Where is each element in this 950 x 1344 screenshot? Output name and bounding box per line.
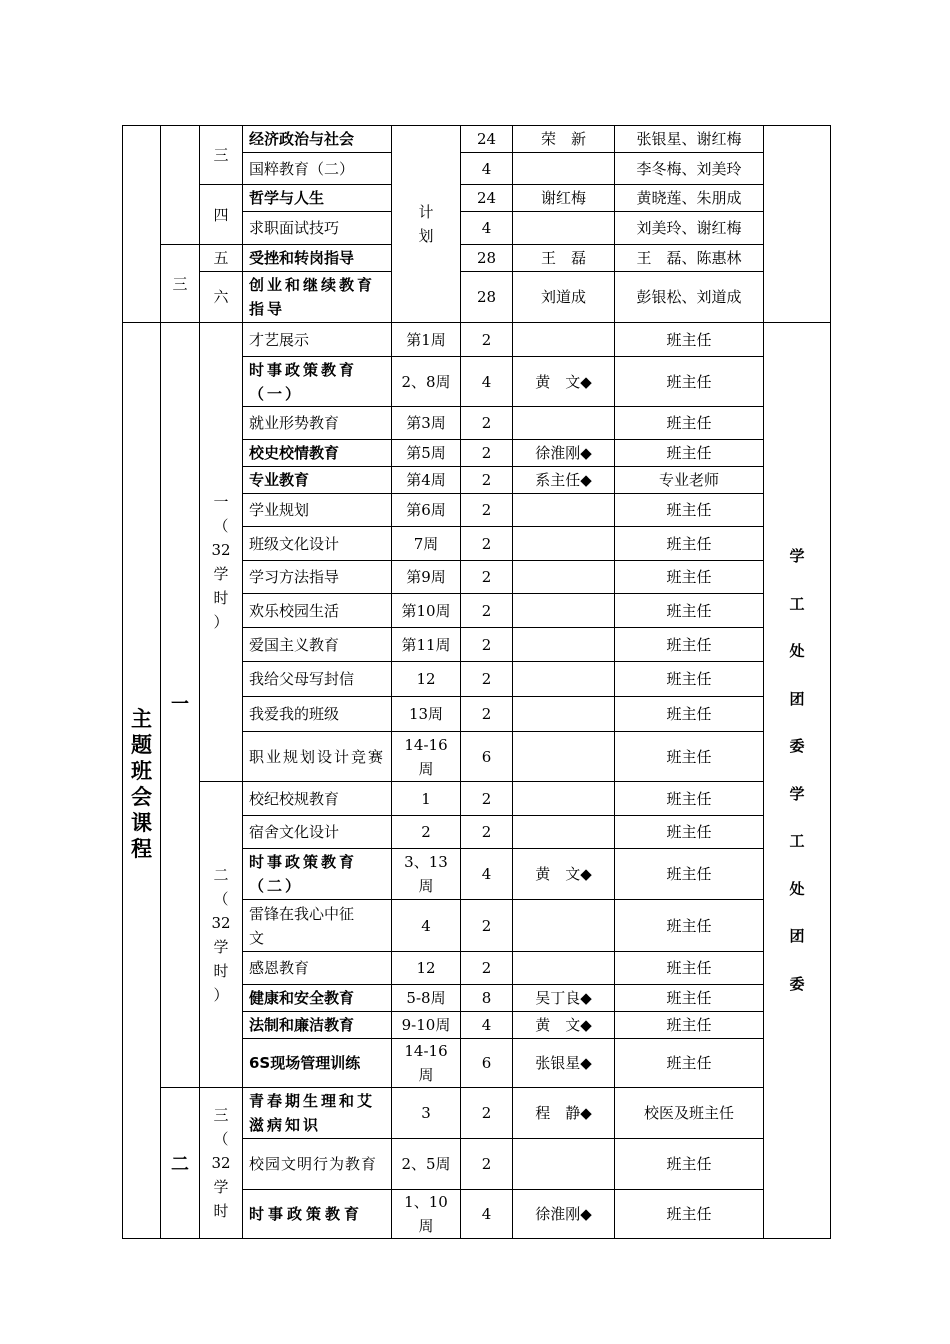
semester-cell: 三 — [200, 126, 243, 185]
hours-cell: 2 — [461, 467, 513, 494]
lead-cell — [513, 153, 615, 185]
table-row — [123, 272, 831, 323]
hours-cell: 2 — [461, 782, 513, 816]
week-cell: 第10周 — [392, 594, 461, 628]
course-name: 我给父母写封信 — [243, 662, 392, 697]
table-row — [123, 245, 831, 272]
course-name: 哲学与人生 — [243, 185, 392, 212]
course-name: 受挫和转岗指导 — [243, 245, 392, 272]
year-cell: 一 — [161, 323, 200, 1088]
teachers-cell: 班主任 — [615, 440, 764, 467]
lead-cell: 程 静◆ — [513, 1088, 615, 1139]
teachers-cell: 班主任 — [615, 900, 764, 952]
course-name: 经济政治与社会 — [243, 126, 392, 153]
table-row — [123, 323, 831, 357]
week-cell: 第3周 — [392, 407, 461, 440]
lead-cell — [513, 697, 615, 732]
course-name: 才艺展示 — [243, 323, 392, 357]
teachers-cell: 张银星、谢红梅 — [615, 126, 764, 153]
teachers-cell: 班主任 — [615, 1039, 764, 1088]
lead-cell — [513, 594, 615, 628]
course-name: 欢乐校园生活 — [243, 594, 392, 628]
hours-cell: 2 — [461, 494, 513, 527]
semester-label-cell: 三 （ 32 学 时 — [200, 1088, 243, 1239]
hours-cell: 24 — [461, 126, 513, 153]
course-name: 我爱我的班级 — [243, 697, 392, 732]
course-name: 健康和安全教育 — [243, 985, 392, 1012]
lead-cell — [513, 561, 615, 594]
lead-cell — [513, 662, 615, 697]
table-row — [123, 126, 831, 153]
teachers-cell: 班主任 — [615, 323, 764, 357]
year-cell: 二 — [161, 1088, 200, 1239]
lead-cell: 谢红梅 — [513, 185, 615, 212]
hours-cell: 2 — [461, 816, 513, 849]
lead-cell — [513, 494, 615, 527]
course-schedule-table — [122, 125, 831, 1239]
teachers-cell: 班主任 — [615, 952, 764, 985]
course-name: 宿舍文化设计 — [243, 816, 392, 849]
teachers-cell: 班主任 — [615, 697, 764, 732]
hours-cell: 2 — [461, 527, 513, 561]
year-cell: 三 — [161, 245, 200, 323]
week-cell: 第11周 — [392, 628, 461, 662]
teachers-cell: 班主任 — [615, 1190, 764, 1239]
lead-cell — [513, 816, 615, 849]
lead-cell: 张银星◆ — [513, 1039, 615, 1088]
week-cell: 3、13周 — [392, 849, 461, 900]
hours-cell: 2 — [461, 594, 513, 628]
lead-cell: 黄 文◆ — [513, 357, 615, 407]
teachers-cell: 班主任 — [615, 561, 764, 594]
course-name: 学业规划 — [243, 494, 392, 527]
hours-cell: 4 — [461, 1012, 513, 1039]
lead-cell: 黄 文◆ — [513, 849, 615, 900]
teachers-cell: 班主任 — [615, 849, 764, 900]
lead-cell — [513, 1139, 615, 1190]
hours-cell: 6 — [461, 1039, 513, 1088]
teachers-cell: 班主任 — [615, 985, 764, 1012]
hours-cell: 4 — [461, 212, 513, 245]
teachers-cell: 班主任 — [615, 594, 764, 628]
table-row — [123, 782, 831, 816]
lead-cell — [513, 212, 615, 245]
lead-cell: 王 磊 — [513, 245, 615, 272]
hours-cell: 28 — [461, 272, 513, 323]
lead-cell — [513, 900, 615, 952]
plan-cell: 计 划 — [392, 126, 461, 323]
week-cell: 2 — [392, 816, 461, 849]
hours-cell: 24 — [461, 185, 513, 212]
hours-cell: 2 — [461, 900, 513, 952]
empty-category-cell — [123, 126, 161, 323]
semester-cell: 四 — [200, 185, 243, 245]
course-name: 爱国主义教育 — [243, 628, 392, 662]
week-cell: 9-10周 — [392, 1012, 461, 1039]
course-name: 时事政策教育（一） — [243, 357, 392, 407]
course-name: 雷锋在我心中征文 — [243, 900, 392, 952]
teachers-cell: 班主任 — [615, 816, 764, 849]
teachers-cell: 黄晓莲、朱朋成 — [615, 185, 764, 212]
table-row — [123, 185, 831, 212]
course-name: 国粹教育（二） — [243, 153, 392, 185]
hours-cell: 4 — [461, 357, 513, 407]
week-cell: 1 — [392, 782, 461, 816]
week-cell: 14-16周 — [392, 1039, 461, 1088]
course-name: 6S现场管理训练 — [243, 1039, 392, 1088]
lead-cell — [513, 628, 615, 662]
hours-cell: 8 — [461, 985, 513, 1012]
side-label-cell: 学 工 处 团 委 学 工 处 团 委 — [764, 323, 831, 1239]
teachers-cell: 班主任 — [615, 494, 764, 527]
teachers-cell: 班主任 — [615, 407, 764, 440]
teachers-cell: 班主任 — [615, 662, 764, 697]
semester-cell: 五 — [200, 245, 243, 272]
semester-cell: 六 — [200, 272, 243, 323]
lead-cell: 徐淮刚◆ — [513, 1190, 615, 1239]
empty-note-cell — [764, 126, 831, 323]
hours-cell: 4 — [461, 849, 513, 900]
hours-cell: 6 — [461, 732, 513, 782]
lead-cell — [513, 732, 615, 782]
hours-cell: 28 — [461, 245, 513, 272]
week-cell: 14-16周 — [392, 732, 461, 782]
lead-cell: 吴丁良◆ — [513, 985, 615, 1012]
teachers-cell: 校医及班主任 — [615, 1088, 764, 1139]
teachers-cell: 专业老师 — [615, 467, 764, 494]
course-name: 就业形势教育 — [243, 407, 392, 440]
course-name: 校史校情教育 — [243, 440, 392, 467]
hours-cell: 4 — [461, 153, 513, 185]
hours-cell: 4 — [461, 1190, 513, 1239]
semester-label-cell: 二 （ 32 学 时 ） — [200, 782, 243, 1088]
course-name: 创业和继续教育指导 — [243, 272, 392, 323]
course-name: 求职面试技巧 — [243, 212, 392, 245]
course-name: 时事政策教育（二） — [243, 849, 392, 900]
hours-cell: 2 — [461, 407, 513, 440]
lead-cell: 刘道成 — [513, 272, 615, 323]
course-name: 学习方法指导 — [243, 561, 392, 594]
hours-cell: 2 — [461, 628, 513, 662]
lead-cell — [513, 527, 615, 561]
week-cell: 第5周 — [392, 440, 461, 467]
course-name: 职业规划设计竞赛 — [243, 732, 392, 782]
week-cell: 2、5周 — [392, 1139, 461, 1190]
week-cell: 12 — [392, 662, 461, 697]
teachers-cell: 刘美玲、谢红梅 — [615, 212, 764, 245]
week-cell: 第1周 — [392, 323, 461, 357]
week-cell: 1、10周 — [392, 1190, 461, 1239]
course-name: 法制和廉洁教育 — [243, 1012, 392, 1039]
lead-cell: 徐淮刚◆ — [513, 440, 615, 467]
hours-cell: 2 — [461, 697, 513, 732]
course-name: 专业教育 — [243, 467, 392, 494]
lead-cell — [513, 407, 615, 440]
course-name: 校纪校规教育 — [243, 782, 392, 816]
lead-cell: 黄 文◆ — [513, 1012, 615, 1039]
hours-cell: 2 — [461, 662, 513, 697]
teachers-cell: 班主任 — [615, 628, 764, 662]
week-cell: 3 — [392, 1088, 461, 1139]
teachers-cell: 班主任 — [615, 782, 764, 816]
hours-cell: 2 — [461, 323, 513, 357]
week-cell: 第4周 — [392, 467, 461, 494]
week-cell: 第6周 — [392, 494, 461, 527]
hours-cell: 2 — [461, 1088, 513, 1139]
week-cell: 7周 — [392, 527, 461, 561]
teachers-cell: 班主任 — [615, 527, 764, 561]
course-name: 青春期生理和艾滋病知识 — [243, 1088, 392, 1139]
hours-cell: 2 — [461, 440, 513, 467]
course-name: 感恩教育 — [243, 952, 392, 985]
empty-year-cell — [161, 126, 200, 245]
teachers-cell: 王 磊、陈惠林 — [615, 245, 764, 272]
course-name: 校园文明行为教育 — [243, 1139, 392, 1190]
semester-label-cell: 一 （ 32 学 时 ） — [200, 323, 243, 782]
lead-cell — [513, 323, 615, 357]
hours-cell: 2 — [461, 1139, 513, 1190]
week-cell: 5-8周 — [392, 985, 461, 1012]
lead-cell: 系主任◆ — [513, 467, 615, 494]
course-name: 时事政策教育 — [243, 1190, 392, 1239]
teachers-cell: 李冬梅、刘美玲 — [615, 153, 764, 185]
week-cell: 13周 — [392, 697, 461, 732]
week-cell: 第9周 — [392, 561, 461, 594]
teachers-cell: 班主任 — [615, 1139, 764, 1190]
week-cell: 12 — [392, 952, 461, 985]
teachers-cell: 班主任 — [615, 732, 764, 782]
lead-cell — [513, 952, 615, 985]
teachers-cell: 班主任 — [615, 1012, 764, 1039]
hours-cell: 2 — [461, 561, 513, 594]
lead-cell: 荣 新 — [513, 126, 615, 153]
teachers-cell: 彭银松、刘道成 — [615, 272, 764, 323]
week-cell: 4 — [392, 900, 461, 952]
table-row — [123, 1088, 831, 1139]
teachers-cell: 班主任 — [615, 357, 764, 407]
lead-cell — [513, 782, 615, 816]
week-cell: 2、8周 — [392, 357, 461, 407]
category-label-cell: 主 题 班 会 课 程 — [123, 323, 161, 1239]
hours-cell: 2 — [461, 952, 513, 985]
course-name: 班级文化设计 — [243, 527, 392, 561]
